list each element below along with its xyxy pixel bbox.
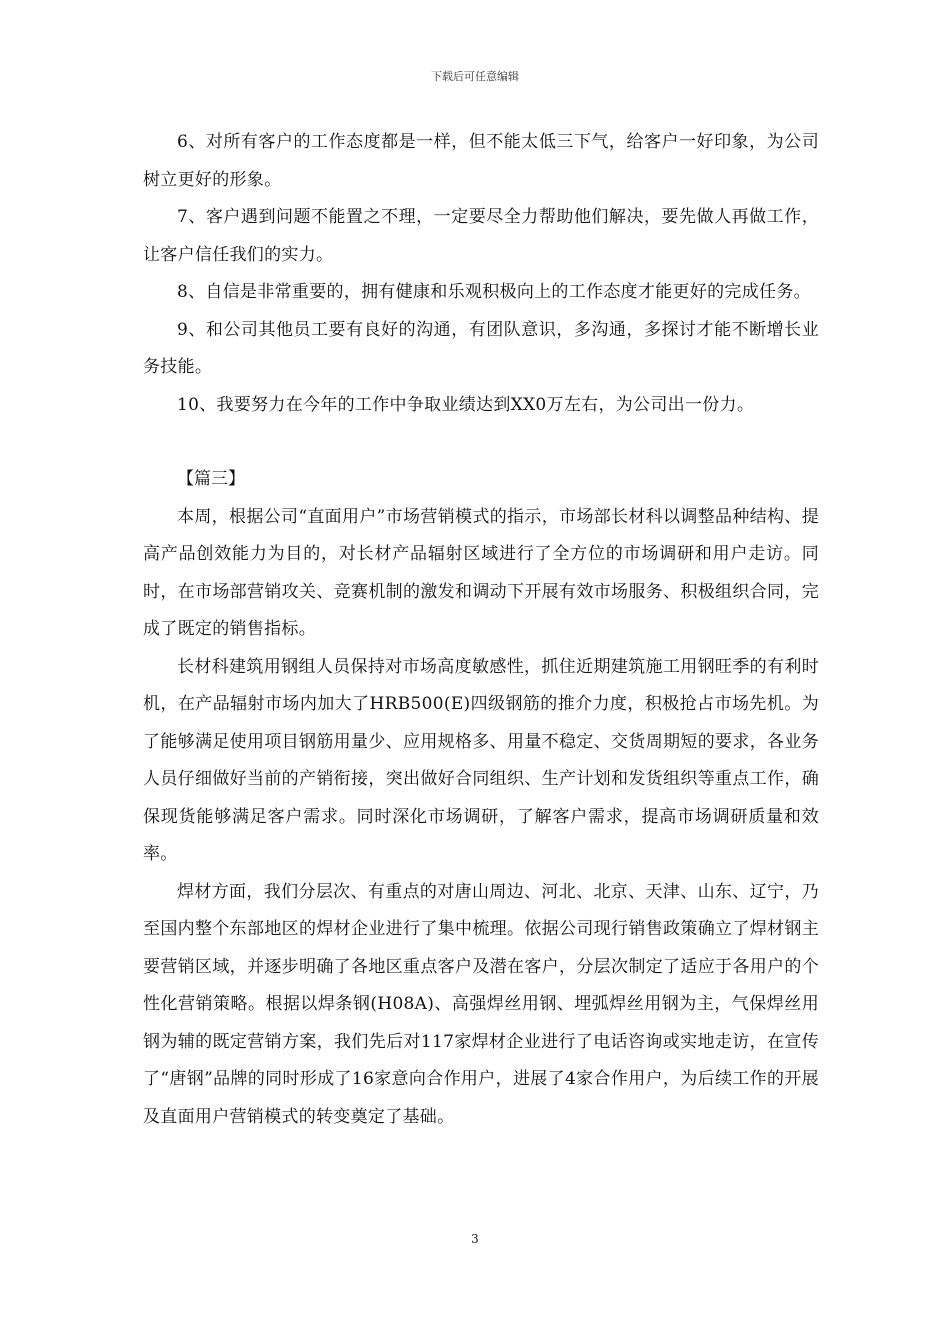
list-item-7: 7、客户遇到问题不能置之不理，一定要尽全力帮助他们解决，要先做人再做工作，让客户信任我们的实力。 [143,207,819,265]
document-body [143,124,819,1136]
list-item-9: 9、和公司其他员工要有良好的沟通，有团队意识，多沟通，多探讨才能不断增长业务技能。 [143,319,819,377]
list-item-10: 10、我要努力在今年的工作中争取业绩达到XX0万左右，为公司出一份力。 [177,394,755,415]
list-item-6: 6、对所有客户的工作态度都是一样，但不能太低三下气，给客户一好印象，为公司树立更好的形象。 [143,132,819,190]
section-paragraph: 焊材方面，我们分层次、有重点的对唐山周边、河北、北京、天津、山东、辽宁，乃至国内整个东部地区的焊材企业进行了集中梳理。依据公司现行销售政策确立了焊材钢主要营销区域，并逐步明确了各地区重点客户及潜在客户，分层次制定了适应于各用户的个性化营销策略。根据以焊条钢(H08A)、高强焊丝用钢、埋弧焊丝用钢为主，气保焊丝用钢为辅的既定营销方案，我们先后对117家焊材企业进行了电话咨询或实地走访，在宣传了“唐钢”品牌的同时形成了16家意向合作用户，进展了4家合作用户，为后续工作的开展及直面用户营销模式的转变奠定了基础。 [143,881,819,1127]
section-paragraph: 本周，根据公司“直面用户”市场营销模式的指示，市场部长材科以调整品种结构、提高产品创效能力为目的，对长材产品辐射区域进行了全方位的市场调研和用户走访。同时，在市场部营销攻关、竞赛机制的激发和调动下开展有效市场服务、积极组织合同，完成了既定的销售指标。 [143,506,819,639]
section-paragraph: 长材科建筑用钢组人员保持对市场高度敏感性，抓住近期建筑施工用钢旺季的有利时机，在产品辐射市场内加大了HRB500(E)四级钢筋的推介力度，积极抢占市场先机。为了能够满足使用项目钢筋用量少、应用规格多、用量不稳定、交货周期短的要求，各业务人员仔细做好当前的产销衔接，突出做好合同组织、生产计划和发货组织等重点工作，确保现货能够满足客户需求。同时深化市场调研，了解客户需求，提高市场调研质量和效率。 [143,656,819,864]
header-note: 下载后可任意编辑 [431,70,519,83]
section-title: 【篇三】 [177,469,245,489]
page-number: 3 [471,1232,479,1246]
list-item-8: 8、自信是非常重要的，拥有健康和乐观积极向上的工作态度才能更好的完成任务。 [177,282,811,302]
